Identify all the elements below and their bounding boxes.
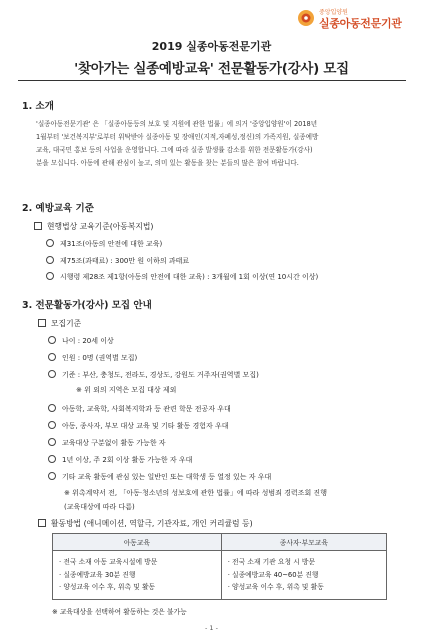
logo-name: 실종아동전문기관	[319, 17, 402, 30]
section-3-title: 3. 전문활동가(강사) 모집 안내	[22, 300, 152, 311]
list-item-text: 교육대상 구분없이 활동 가능한 자	[62, 439, 166, 447]
heading-label: 현행법상 교육기준(아동복지법)	[47, 222, 154, 231]
paragraph-line: 교육, 대국민 홍보 등의 사업을 운영합니다. 그에 따라 실종 발생률 감소를 위한 전문활동가(강사)	[36, 146, 313, 154]
list-item-text: 제31조(아동의 안전에 대한 교육)	[60, 240, 163, 248]
list-item-text: 아동학, 교육학, 사회복지학과 등 관련 학문 전공자 우대	[62, 405, 231, 413]
circle-bullet-icon	[48, 353, 56, 361]
list-item-text: 아동, 종사자, 부모 대상 교육 및 기타 활동 경험자 우대	[62, 422, 229, 430]
organization-logo	[297, 6, 409, 32]
circle-bullet-icon	[48, 370, 56, 378]
table-cell-line: · 전국 소재 기관 요청 시 방문	[227, 558, 316, 566]
list-item	[48, 455, 192, 465]
circle-bullet-icon	[48, 455, 56, 463]
title-divider	[18, 80, 406, 81]
table-header-child-education: 아동교육	[53, 534, 222, 551]
background-check-note: ※ 위촉계약서 전, 「아동·청소년의 성보호에 관한 법률」에 따라 성범죄 경력조회 진행	[64, 489, 327, 497]
document-year-title: 2019 실종아동전문기관	[151, 40, 272, 53]
list-item	[48, 353, 137, 363]
activity-table	[52, 533, 387, 600]
footnote: ※ 교육대상을 선택하여 활동하는 것은 불가능	[52, 608, 187, 616]
circle-bullet-icon	[46, 272, 54, 280]
table-cell-staff-parent-education	[221, 551, 386, 600]
square-bullet-icon	[34, 222, 42, 230]
logo-mark-icon	[297, 9, 315, 27]
list-item-text: 인원 : 0명 (권역별 모집)	[62, 354, 138, 362]
list-item	[46, 239, 162, 249]
education-standard-heading	[34, 221, 153, 232]
list-item	[48, 404, 231, 414]
paragraph-line: 1월부터 '보건복지부'로부터 위탁받아 실종아동 및 장애인(지적,자폐성,정신)의 가족지원, 실종예방	[36, 133, 319, 141]
paragraph-line: '실종아동전문기관' 은 「실종아동등의 보호 및 지원에 관한 법률」에 의거 '중앙입양원'이 2018년	[36, 120, 318, 128]
list-item-text: 나이 : 20세 이상	[62, 337, 114, 345]
section-1-paragraph	[36, 118, 388, 170]
list-item-text: 1년 이상, 주 2회 이상 활동 가능한 자 우대	[62, 456, 193, 464]
circle-bullet-icon	[48, 404, 56, 412]
document-title: '찾아가는 실종예방교육' 전문활동가(강사) 모집	[74, 61, 349, 77]
circle-bullet-icon	[48, 421, 56, 429]
section-2-title: 2. 예방교육 기준	[22, 203, 94, 214]
table-cell-line: · 양성교육 이수 후, 위촉 및 활동	[227, 583, 324, 591]
heading-label: 활동방법 (애니메이션, 역할극, 기관자료, 개인 커리큘럼 등)	[51, 519, 253, 528]
circle-bullet-icon	[48, 336, 56, 344]
table-header-row	[53, 534, 387, 551]
list-item-text: 기준 : 부산, 충청도, 전라도, 경상도, 강원도 거주자(권역별 모집)	[62, 371, 259, 379]
list-item-text: 제75조(과태료) : 300만 원 이하의 과태료	[60, 257, 190, 265]
table-header-staff-parent-education: 종사자·부모교육	[221, 534, 386, 551]
list-item	[48, 336, 114, 346]
list-item	[48, 370, 259, 380]
circle-bullet-icon	[46, 256, 54, 264]
logo-subtitle: 중앙입양원	[319, 9, 348, 16]
list-item	[48, 438, 166, 448]
background-check-note-continued: (교육대상에 따라 다름)	[64, 503, 135, 511]
square-bullet-icon	[38, 519, 46, 527]
list-item-text: 기타 교육 활동에 관심 있는 일반인 또는 대학생 등 열정 있는 자 우대	[62, 473, 272, 481]
activity-method-heading	[38, 518, 253, 529]
region-note: ※ 위 외의 지역은 모집 대상 제외	[76, 386, 177, 394]
circle-bullet-icon	[48, 472, 56, 480]
list-item	[46, 256, 189, 266]
table-row	[53, 551, 387, 600]
table-cell-line: · 양성교육 이수 후, 위촉 및 활동	[59, 583, 156, 591]
heading-label: 모집기준	[51, 319, 82, 328]
recruitment-criteria-heading	[38, 318, 81, 329]
section-1-title: 1. 소개	[22, 101, 54, 112]
list-item	[48, 472, 271, 482]
list-item	[48, 421, 228, 431]
list-item	[46, 272, 318, 282]
table-cell-line: · 전국 소재 아동 교육시설에 방문	[59, 558, 158, 566]
table-cell-line: · 실종예방교육 40~60분 진행	[227, 570, 319, 579]
square-bullet-icon	[38, 319, 46, 327]
paragraph-line: 분을 모십니다. 아동에 관해 관심이 높고, 의미 있는 활동을 찾는 분들의 많은 참여 바랍니다.	[36, 159, 299, 167]
list-item-text: 시행령 제28조 제1항(아동의 안전에 대한 교육) : 3개월에 1회 이상(연 10시간 이상)	[60, 273, 319, 281]
circle-bullet-icon	[46, 239, 54, 247]
table-cell-child-education	[53, 551, 222, 600]
table-cell-line: · 실종예방교육 30분 진행	[59, 570, 136, 579]
page-number: - 1 -	[205, 624, 218, 632]
circle-bullet-icon	[48, 438, 56, 446]
